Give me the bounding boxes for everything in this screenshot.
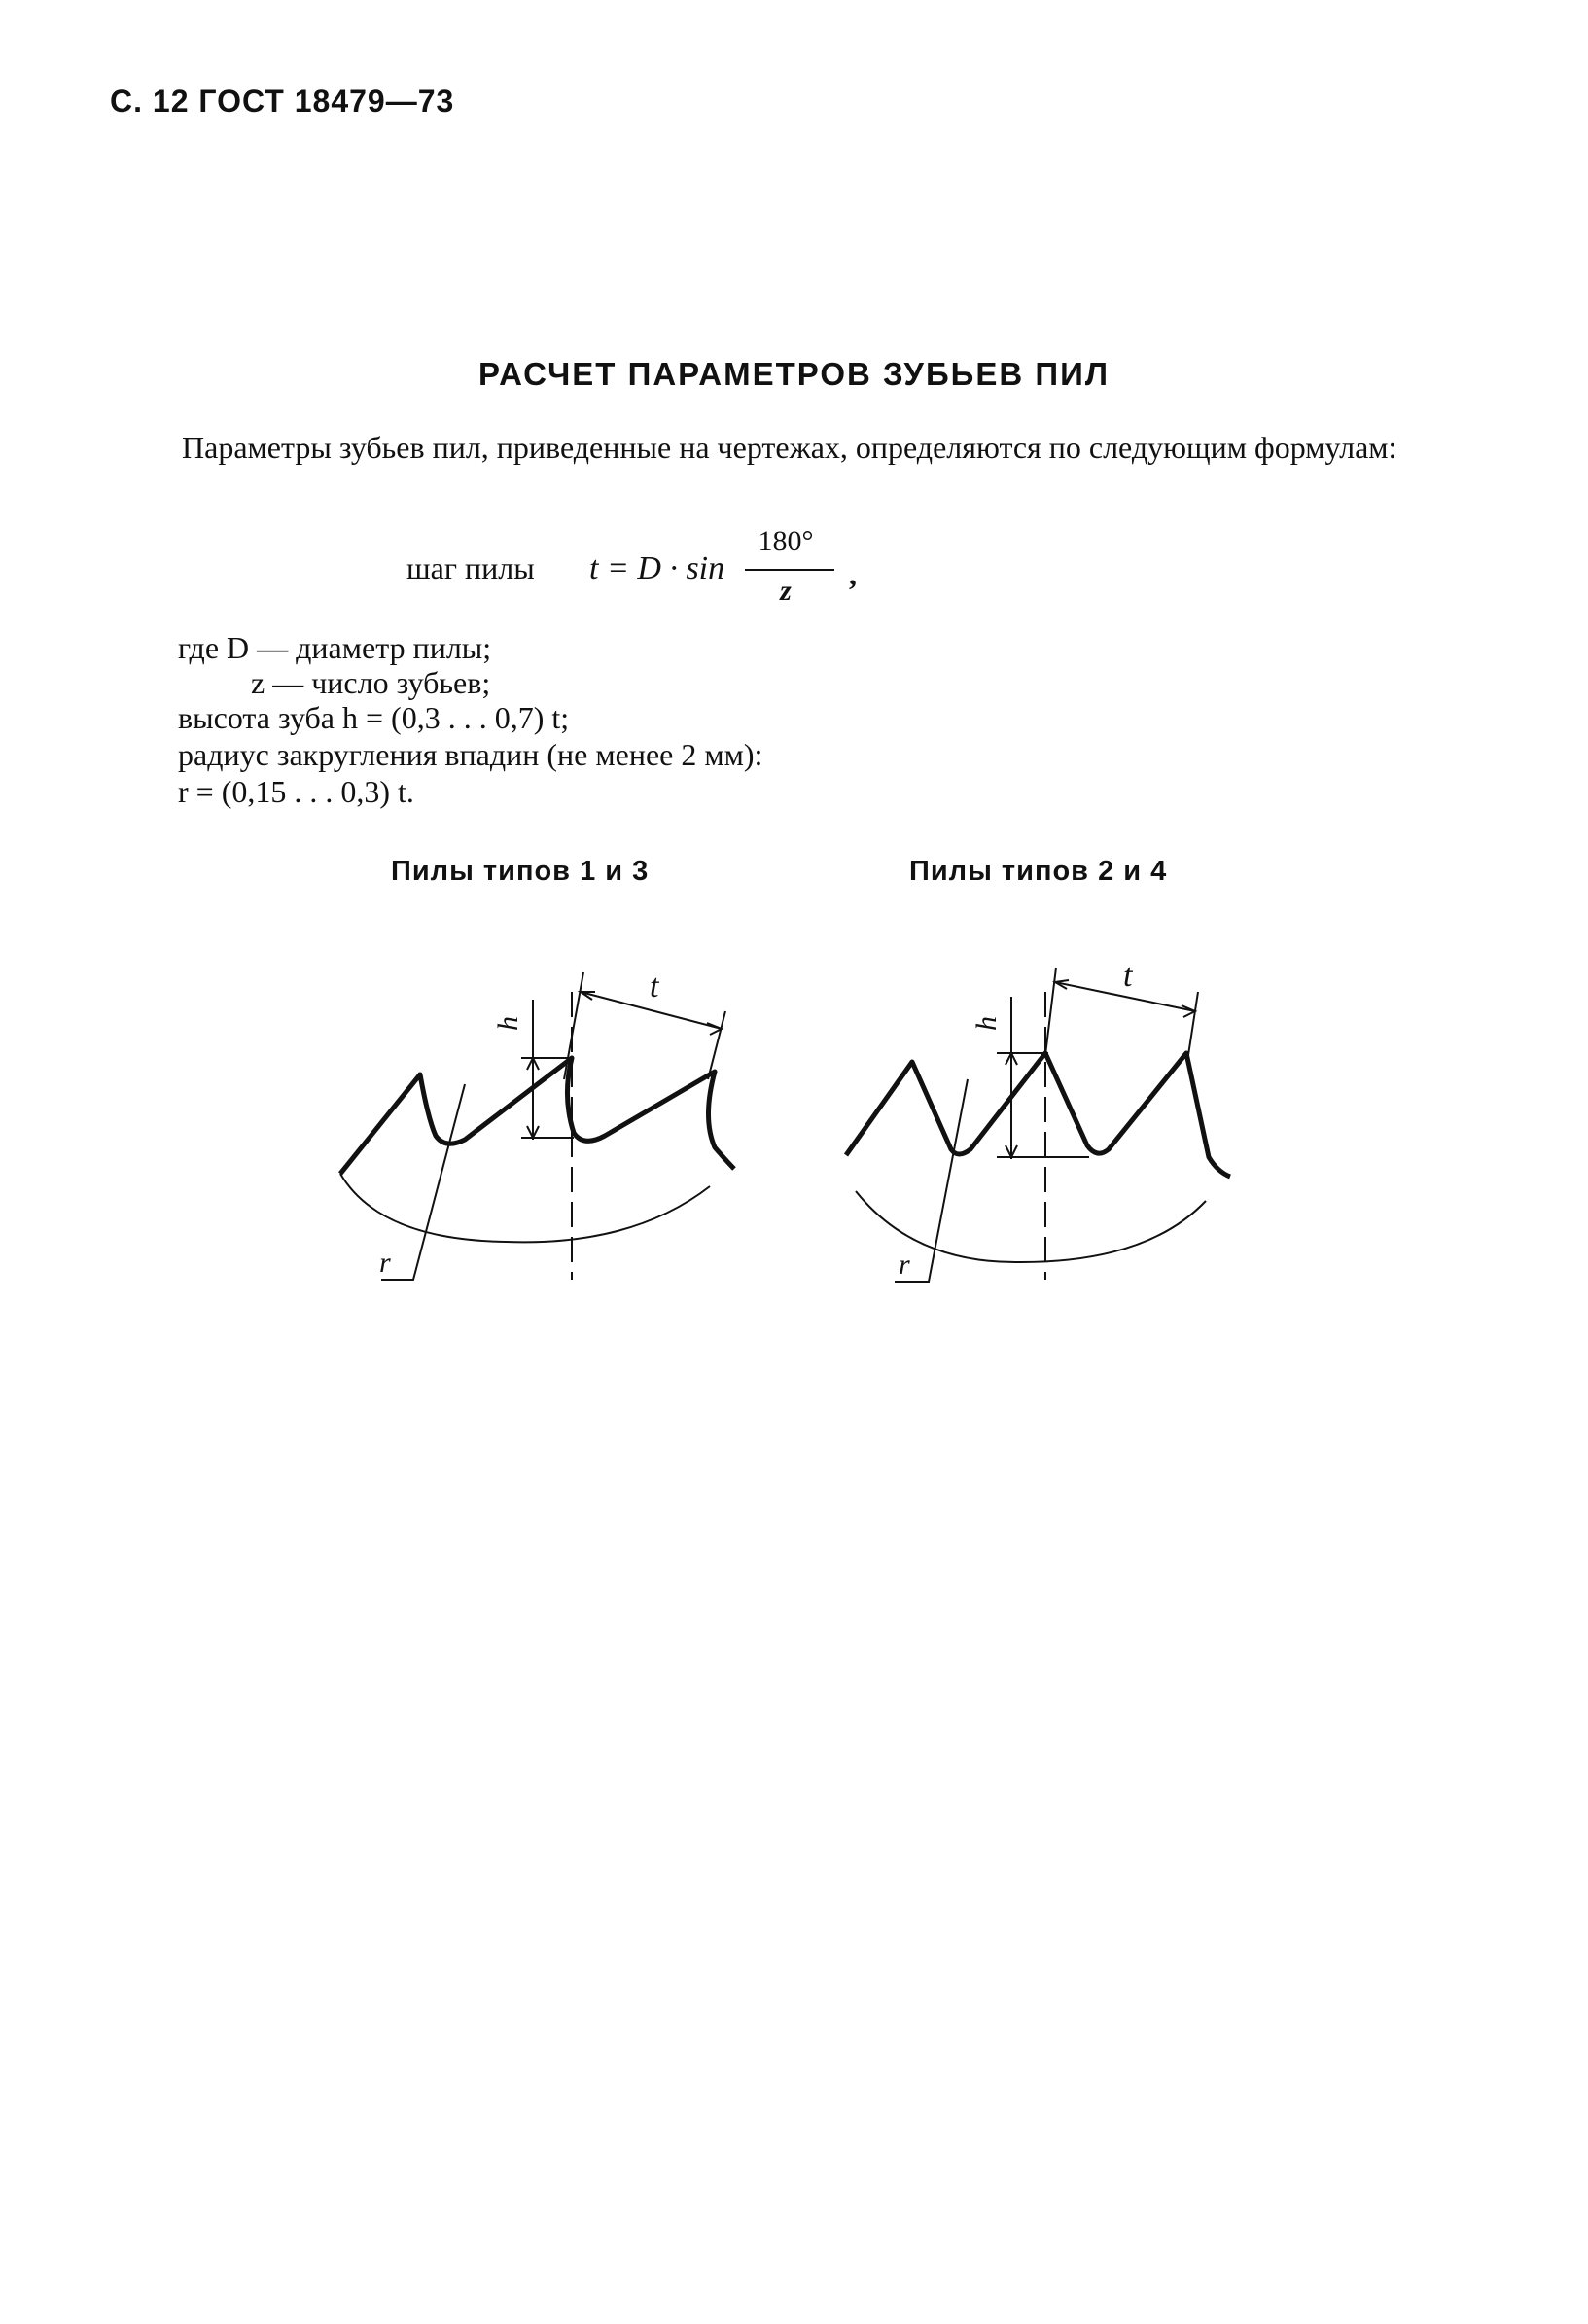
definition-z: z — число зубьев; xyxy=(251,665,491,700)
label-r-2: r xyxy=(899,1249,910,1281)
label-t-2: t xyxy=(1123,958,1133,994)
section-title: РАСЧЕТ ПАРАМЕТРОВ ЗУБЬЕВ ПИЛ xyxy=(477,356,1111,392)
formula-label: шаг пилы xyxy=(406,550,535,585)
saw-profile-types-1-3 xyxy=(340,972,734,1280)
definition-r-formula: r = (0,15 . . . 0,3) t. xyxy=(178,774,414,809)
definition-r-text: радиус закругления впадин (не менее 2 мм): xyxy=(178,737,763,772)
t-ext-lines-1 xyxy=(564,972,725,1079)
figure-caption-types-2-4: Пилы типов 2 и 4 xyxy=(909,856,1168,887)
figure-caption-types-1-3: Пилы типов 1 и 3 xyxy=(391,856,650,887)
formula-denominator: z xyxy=(780,575,792,607)
label-h-1: h xyxy=(492,1016,524,1031)
saw-body-curve-1 xyxy=(340,1174,710,1242)
intro-paragraph: Параметры зубьев пил, приведенные на чертежах, определяются по следующим формулам: xyxy=(182,430,1397,465)
label-t-1: t xyxy=(650,968,659,1004)
formula-comma: , xyxy=(849,556,857,591)
label-h-2: h xyxy=(970,1016,1003,1031)
label-r-1: r xyxy=(379,1247,391,1279)
definition-h: высота зуба h = (0,3 . . . 0,7) t; xyxy=(178,700,570,735)
r-leader-1 xyxy=(381,1084,465,1280)
saw-profile-types-2-4 xyxy=(846,968,1230,1282)
h-dim-line-2 xyxy=(997,997,1089,1159)
tooth-outline-1 xyxy=(340,1058,734,1174)
page-header: С. 12 ГОСТ 18479—73 xyxy=(110,84,455,119)
definition-d: где D — диаметр пилы; xyxy=(178,630,492,665)
formula-lhs: t = D · sin xyxy=(589,550,725,586)
formula-numerator: 180° xyxy=(758,525,814,557)
